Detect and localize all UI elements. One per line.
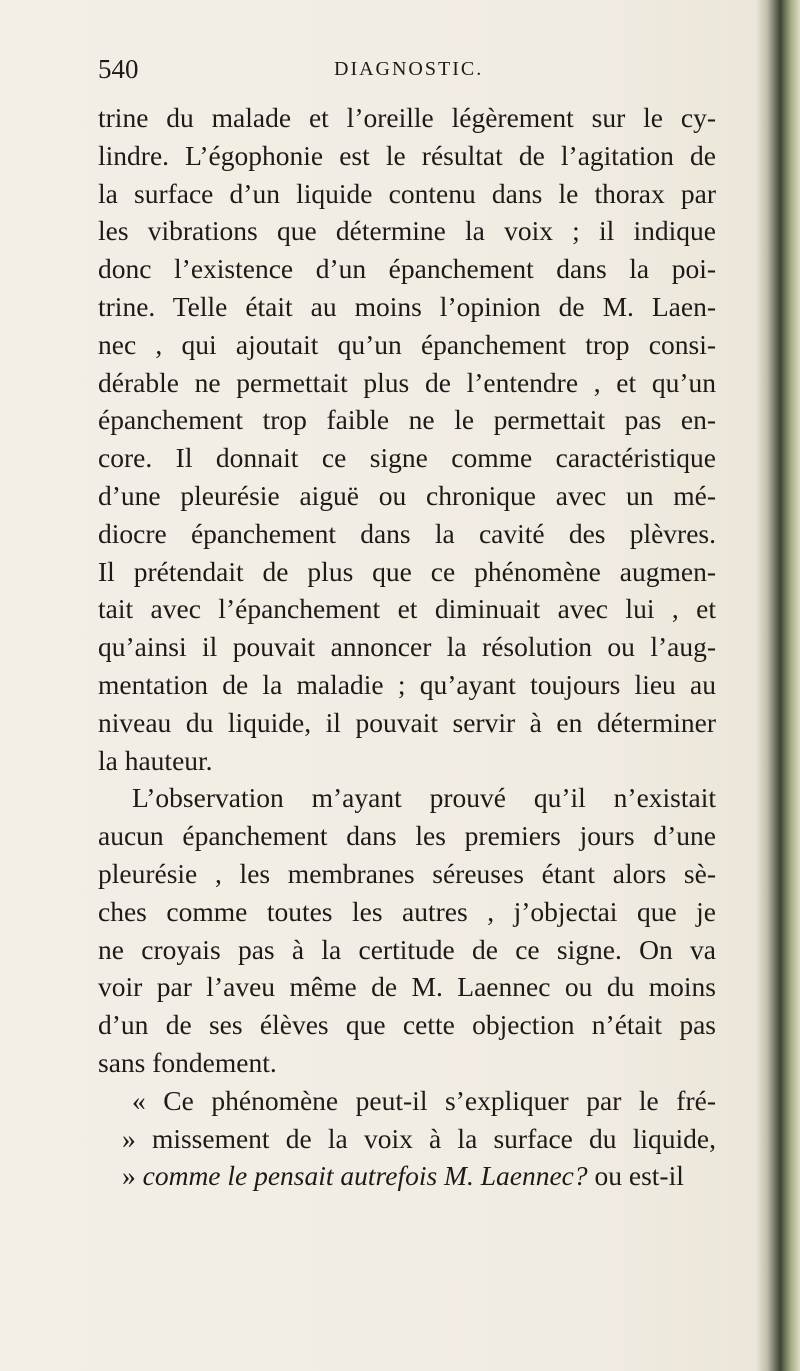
running-head: DIAGNOSTIC. <box>334 58 484 80</box>
text-line: diocre épanchement dans la cavité des plèvres. <box>98 517 716 549</box>
text-line: d’un de ses élèves que cette objection n’était pas <box>98 1009 716 1041</box>
page-number: 540 <box>98 54 139 84</box>
text-line: aucun épanchement dans les premiers jours d’une <box>98 820 716 852</box>
text-line: sans fondement. <box>98 1046 277 1078</box>
text-line: épanchement trop faible ne le permettait pas en- <box>98 404 716 436</box>
text-line: donc l’existence d’un épanchement dans la poi- <box>98 253 716 285</box>
text-line: mentation de la maladie ; qu’ayant toujours lieu au <box>98 668 716 700</box>
text-line: nec , qui ajoutait qu’un épanchement trop consi- <box>98 328 716 360</box>
text-line: Il prétendait de plus que ce phénomène augmen- <box>98 555 716 587</box>
text-line: tait avec l’épanchement et diminuait avec lui , et <box>98 593 716 625</box>
italic-citation: comme le pensait autrefois M. Laennec? <box>142 1160 588 1192</box>
quote-marker: » <box>122 1160 143 1192</box>
quote-continuation: ou est-il <box>587 1160 684 1192</box>
quote-line: » missement de la voix à la surface du liquide, <box>122 1122 716 1154</box>
text-line: ches comme toutes les autres , j’objectai que je <box>98 895 716 927</box>
text-line: L’observation m’ayant prouvé qu’il n’existait <box>132 782 716 814</box>
page-header <box>98 54 658 94</box>
text-line: trine du malade et l’oreille légèrement sur le cy- <box>98 102 716 133</box>
text-line: dérable ne permettait plus de l’entendre , et qu’un <box>98 366 716 398</box>
page-edge-shadow <box>756 0 800 1371</box>
quote-line: « Ce phénomène peut-il s’expliquer par le fré- <box>132 1084 716 1116</box>
text-line: voir par l’aveu même de M. Laennec ou du moins <box>98 971 716 1003</box>
quote-line-italic <box>98 1157 716 1195</box>
text-line: pleurésie , les membranes séreuses étant alors sè- <box>98 857 716 889</box>
body-text <box>98 99 716 1195</box>
text-line: lindre. L’égophonie est le résultat de l’agitation de <box>98 139 716 171</box>
text-line: la surface d’un liquide contenu dans le thorax par <box>98 177 716 209</box>
text-line: trine. Telle était au moins l’opinion de M. Laen- <box>98 290 716 322</box>
text-line: la hauteur. <box>98 744 213 776</box>
text-line: qu’ainsi il pouvait annoncer la résolution ou l’aug- <box>98 631 716 663</box>
text-line: ne croyais pas à la certitude de ce signe. On va <box>98 933 716 965</box>
text-line: niveau du liquide, il pouvait servir à en déterminer <box>98 706 716 738</box>
text-line: les vibrations que détermine la voix ; il indique <box>98 215 716 247</box>
text-line: d’une pleurésie aiguë ou chronique avec un mé- <box>98 479 716 511</box>
text-line: core. Il donnait ce signe comme caractéristique <box>98 442 716 474</box>
